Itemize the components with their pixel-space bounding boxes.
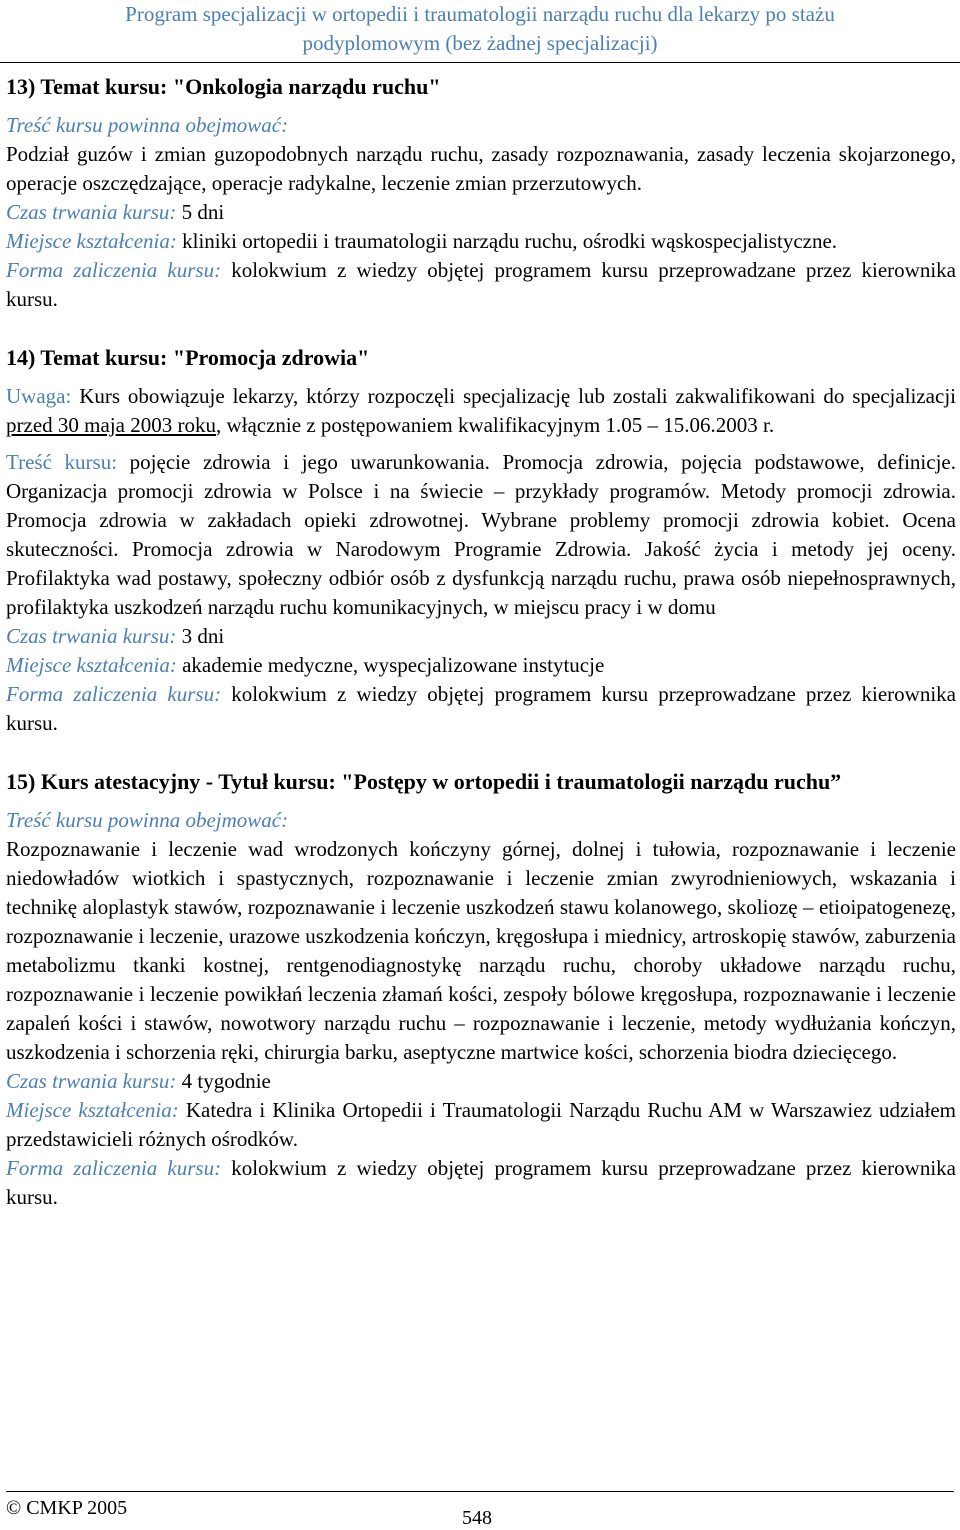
section-13-form-label: Forma zaliczenia kursu: (6, 258, 222, 282)
section-13-duration-label: Czas trwania kursu: (6, 200, 177, 224)
section-13-title: 13) Temat kursu: "Onkologia narządu ruchu" (6, 74, 441, 99)
section-14-content: pojęcie zdrowia i jego uwarunkowania. Promocja zdrowia, pojęcia podstawowe, definicje. Organizacja promocji zdrowia w Polsce i na świecie – przykłady programów. Metody promocji zdrowia. Promocja zdrowia w zakładach opieki zdrowotnej. Wybrane problemy promocji zdrowia kobiet. Ocena skuteczności. Promocja zdrowia w Narodowym Programie Zdrowia. Jakość życia i metody jej oceny. Profilaktyka wad postawy, społeczny odbiór osób z dysfunkcją narządu ruchu, prawa osób niepełnosprawnych, profilaktyka uszkodzeń narządu ruchu komunikacyjnych, w miejscu pracy i w domu (6, 450, 956, 619)
section-15-place: Katedra i Klinika Ortopedii i Traumatologii Narządu Ruchu AM w Warszawiez udziałem przedstawicieli różnych ośrodków. (6, 1098, 956, 1151)
header-line-1: Program specjalizacji w ortopedii i traumatologii narządu ruchu dla lekarzy po stażu (125, 2, 835, 26)
section-14-duration-label: Czas trwania kursu: (6, 624, 177, 648)
section-15-form-label: Forma zaliczenia kursu: (6, 1156, 222, 1180)
spacer (6, 440, 956, 448)
section-15-content: Rozpoznawanie i leczenie wad wrodzonych kończyny górnej, dolnej i tułowia, rozpoznawanie i leczenie niedowładów wiotkich i spastycznych, rozpoznawanie i leczenie zmian zwyrodnieniowych, wskazania i technikę aloplastyk stawów, rozpoznawanie i leczenie uszkodzeń stawu kolanowego, skoliozę – etioipatogenezę, rozpoznawanie i leczenie, urazowe uszkodzenia kończyn, kręgosłupa i miednicy, artroskopię stawów, zaburzenia metabolizmu tkanki kostnej, rentgenodiagnostykę narządu ruchu, choroby układowe narządu ruchu, rozpoznawanie i leczenie powikłań leczenia złamań kości, zespoły bólowe kręgosłupa, rozpoznawanie i leczenie zapaleń kości i stawów, nowotwory narządu ruchu – rozpoznawanie i leczenie, metody wydłużania kończyn, uszkodzenia i schorzenia ręki, chirurgia barku, aseptyczne martwice kości, schorzenia biodra dziecięcego. (6, 837, 956, 1064)
section-15-form: kolokwium z wiedzy objętej programem kursu przeprowadzane przez kierownika kursu. (6, 1156, 956, 1209)
spacer (6, 796, 956, 806)
section-14-duration: 3 dni (176, 624, 225, 648)
spacer (6, 738, 956, 767)
section-14-note-a: Kurs obowiązuje lekarzy, którzy rozpoczęli specjalizację lub zostali zakwalifikowani do specjalizacji (71, 384, 956, 408)
page-header (0, 0, 960, 58)
section-14-form: kolokwium z wiedzy objętej programem kursu przeprowadzane przez kierownika kursu. (6, 682, 956, 735)
spacer (6, 101, 956, 111)
footer-copyright: © CMKP 2005 (6, 1497, 128, 1519)
section-14-title: 14) Temat kursu: "Promocja zdrowia" (6, 345, 370, 370)
section-14 (6, 343, 956, 738)
section-14-content-label: Treść kursu: (6, 450, 118, 474)
section-13-place: kliniki ortopedii i traumatologii narządu ruchu, ośrodki wąskospecjalistyczne. (176, 229, 838, 253)
section-15 (6, 767, 956, 1212)
section-13-content: Podział guzów i zmian guzopodobnych narządu ruchu, zasady rozpoznawania, zasady leczenia skojarzonego, operacje oszczędzające, operacje radykalne, leczenie zmian przerzutowych. (6, 142, 956, 195)
section-14-place: akademie medyczne, wyspecjalizowane instytucje (176, 653, 605, 677)
section-15-duration: 4 tygodnie (176, 1069, 271, 1093)
spacer (6, 314, 956, 343)
section-13-content-label: Treść kursu powinna obejmować: (6, 113, 289, 137)
section-14-note-b: , włącznie z postępowaniem kwalifikacyjnym 1.05 – 15.06.2003 r. (215, 413, 775, 437)
footer-divider (6, 1491, 954, 1492)
section-14-note-date: przed 30 maja 2003 roku (6, 413, 216, 437)
page-number: 548 (462, 1507, 492, 1529)
section-14-note-label: Uwaga: (6, 384, 72, 408)
document-body (6, 72, 956, 1212)
section-14-form-label: Forma zaliczenia kursu: (6, 682, 222, 706)
section-13-duration: 5 dni (176, 200, 225, 224)
section-15-content-label: Treść kursu powinna obejmować: (6, 808, 289, 832)
section-13-form: kolokwium z wiedzy objętej programem kursu przeprowadzane przez kierownika kursu. (6, 258, 956, 311)
section-13-place-label: Miejsce kształcenia: (6, 229, 177, 253)
section-15-place-label: Miejsce kształcenia: (6, 1098, 179, 1122)
section-14-place-label: Miejsce kształcenia: (6, 653, 177, 677)
header-line-2: podyplomowym (bez żadnej specjalizacji) (302, 31, 658, 55)
section-15-title: 15) Kurs atestacyjny - Tytuł kursu: "Postępy w ortopedii i traumatologii narządu ruchu” (6, 769, 842, 794)
section-15-duration-label: Czas trwania kursu: (6, 1069, 177, 1093)
section-13 (6, 72, 956, 314)
header-divider (0, 62, 960, 63)
spacer (6, 372, 956, 382)
